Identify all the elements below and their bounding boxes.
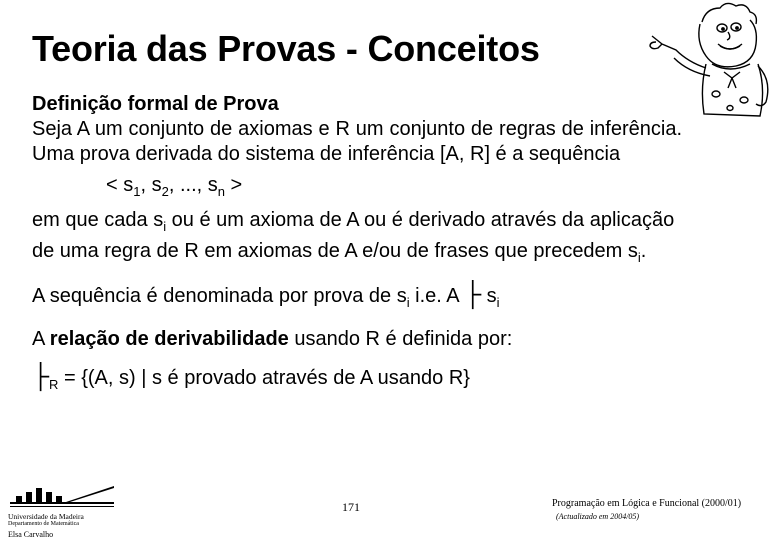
section-heading: Definição formal de Prova bbox=[32, 93, 279, 115]
slide-body bbox=[32, 92, 682, 397]
author-name: Elsa Carvalho bbox=[8, 530, 54, 539]
turnstile-symbol: ├ bbox=[464, 281, 482, 308]
course-name: Programação em Lógica e Funcional (2000/01) bbox=[552, 498, 742, 509]
university-logo-icon bbox=[6, 484, 118, 512]
proof-notation: A sequência é denominada por prova de $s_i$ i.e. A ├ $s_i$ bbox=[32, 281, 500, 310]
update-note: (Actualizado em 2004/05) bbox=[556, 512, 640, 521]
turnstile-symbol: ├ bbox=[32, 363, 50, 390]
sequence-expression: < $s_1$, $s_2$, ..., $s_n$ > bbox=[106, 174, 243, 199]
derivability-intro: A relação de derivabilidade usando R é definida por: bbox=[32, 328, 513, 350]
page-number: 171 bbox=[342, 500, 360, 514]
definition-paragraph: Seja A um conjunto de axiomas e R um conjunto de regras de inferência. Uma prova derivada do sistema de inferência [A, R] é a sequência bbox=[32, 118, 682, 165]
sequence-explanation: em que cada $s_i$ ou é um axioma de A ou é derivado através da aplicação de uma regra de R em axiomas de A e/ou de frases que precedem $s_i$. bbox=[32, 209, 675, 265]
department-name: Departamento de Matemática bbox=[8, 521, 79, 527]
derivability-definition: $├_R = \{(A$, s) | s é provado através de A usando R} bbox=[32, 363, 470, 392]
divider-bar: | bbox=[141, 367, 147, 389]
slide-title: Teoria das Provas - Conceitos bbox=[32, 28, 540, 69]
university-name: Universidade da Madeira bbox=[8, 512, 84, 521]
